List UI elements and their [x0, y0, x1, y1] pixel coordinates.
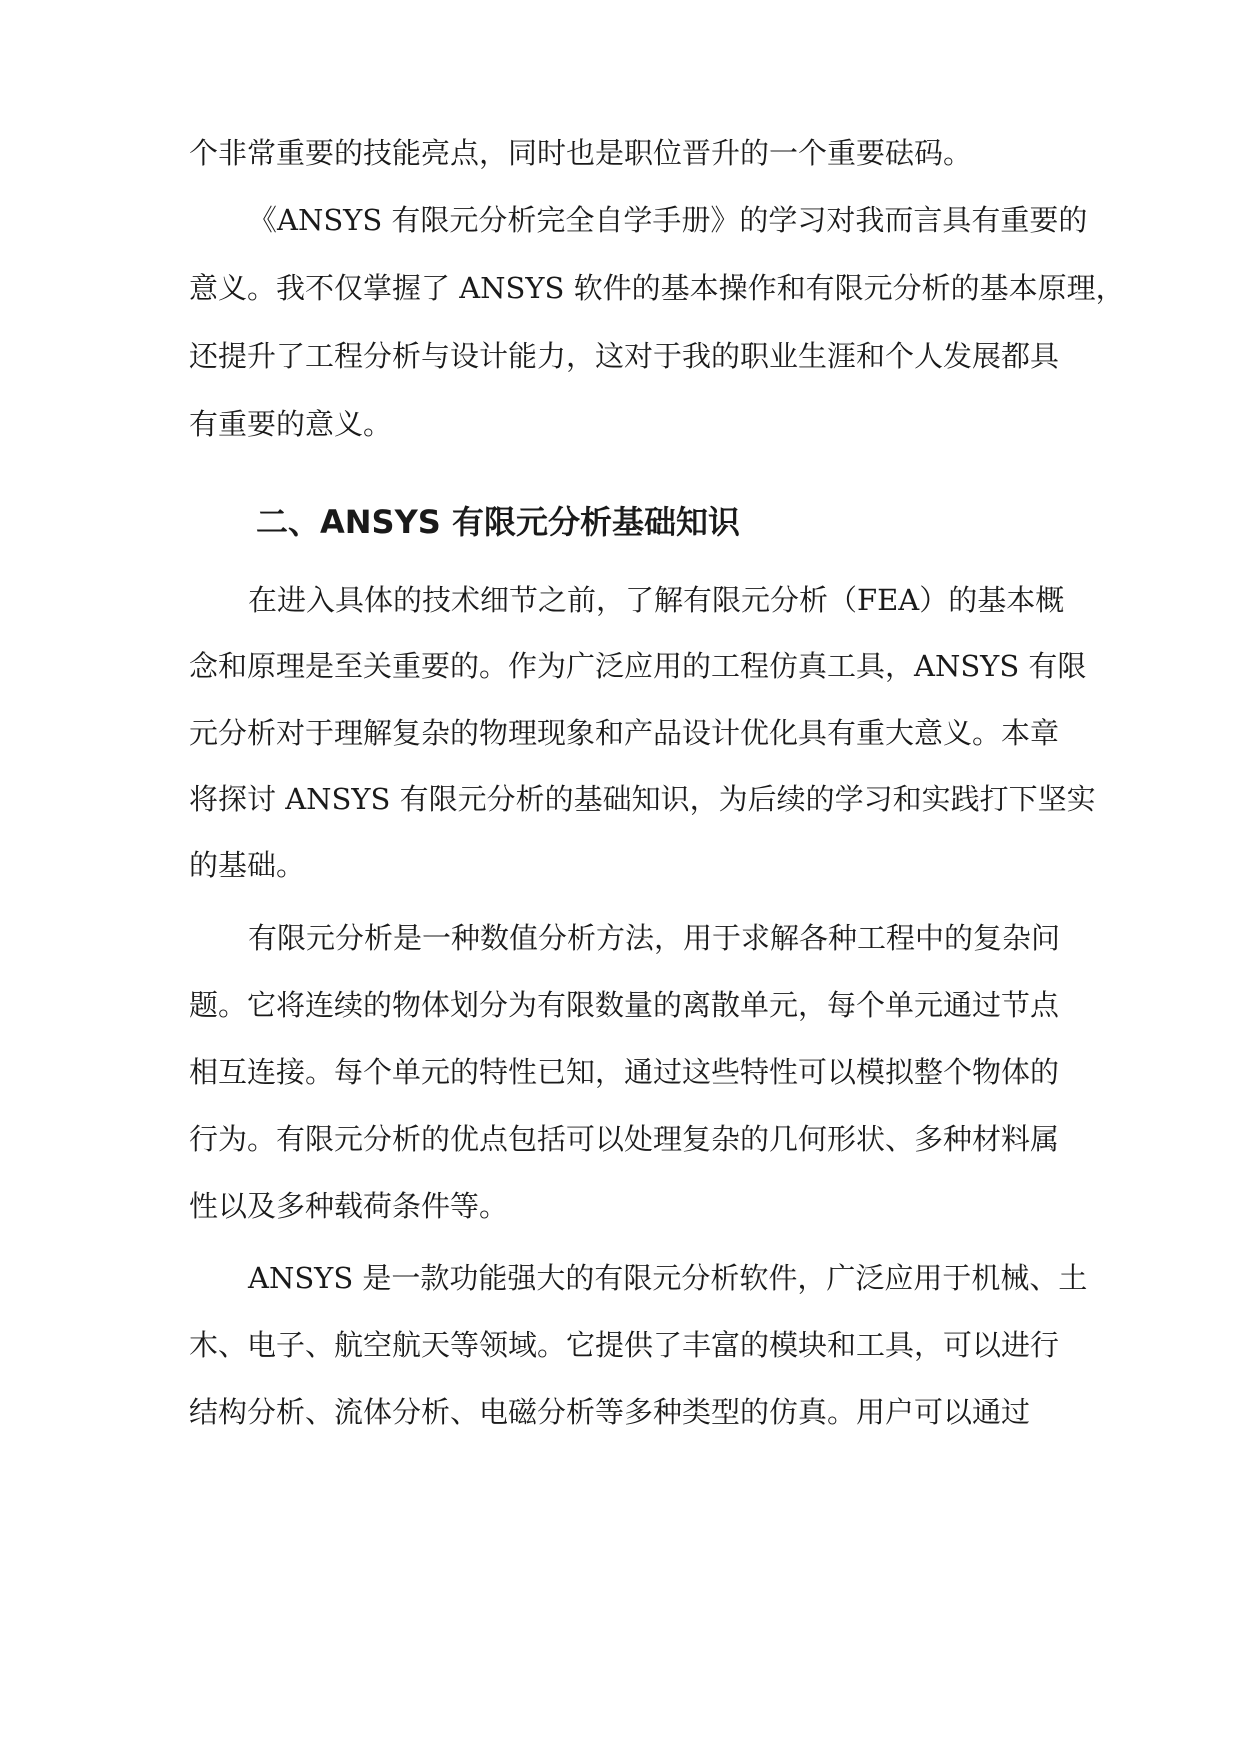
paragraph-line: 还提升了工程分析与设计能力，这对于我的职业生涯和个人发展都具 [189, 339, 1060, 373]
paragraph-line: 相互连接。每个单元的特性已知，通过这些特性可以模拟整个物体的 [189, 1055, 1060, 1089]
paragraph-line: 念和原理是至关重要的。作为广泛应用的工程仿真工具，ANSYS 有限 [189, 649, 1087, 683]
paragraph-line: 元分析对于理解复杂的物理现象和产品设计优化具有重大意义。本章 [189, 716, 1060, 750]
paragraph-line: ANSYS 是一款功能强大的有限元分析软件，广泛应用于机械、土 [248, 1261, 1088, 1295]
paragraph-line: 结构分析、流体分析、电磁分析等多种类型的仿真。用户可以通过 [189, 1395, 1031, 1429]
paragraph-line: 意义。我不仅掌握了 ANSYS 软件的基本操作和有限元分析的基本原理， [189, 271, 1125, 305]
paragraph-line: 《ANSYS 有限元分析完全自学手册》的学习对我而言具有重要的 [248, 203, 1088, 237]
paragraph-line: 木、电子、航空航天等领域。它提供了丰富的模块和工具，可以进行 [189, 1328, 1060, 1362]
section-heading: 二、ANSYS 有限元分析基础知识 [256, 503, 740, 541]
paragraph-line: 的基础。 [189, 848, 306, 882]
paragraph-line: 行为。有限元分析的优点包括可以处理复杂的几何形状、多种材料属 [189, 1122, 1060, 1156]
paragraph-line: 在进入具体的技术细节之前，了解有限元分析（FEA）的基本概 [248, 583, 1065, 617]
paragraph-line: 有重要的意义。 [189, 407, 393, 441]
paragraph-line: 题。它将连续的物体划分为有限数量的离散单元，每个单元通过节点 [189, 988, 1060, 1022]
paragraph-line: 将探讨 ANSYS 有限元分析的基础知识，为后续的学习和实践打下坚实 [189, 782, 1096, 816]
paragraph-line: 有限元分析是一种数值分析方法，用于求解各种工程中的复杂问 [248, 921, 1061, 955]
paragraph-line: 性以及多种载荷条件等。 [189, 1189, 509, 1223]
paragraph-line: 个非常重要的技能亮点，同时也是职位晋升的一个重要砝码。 [189, 136, 973, 170]
